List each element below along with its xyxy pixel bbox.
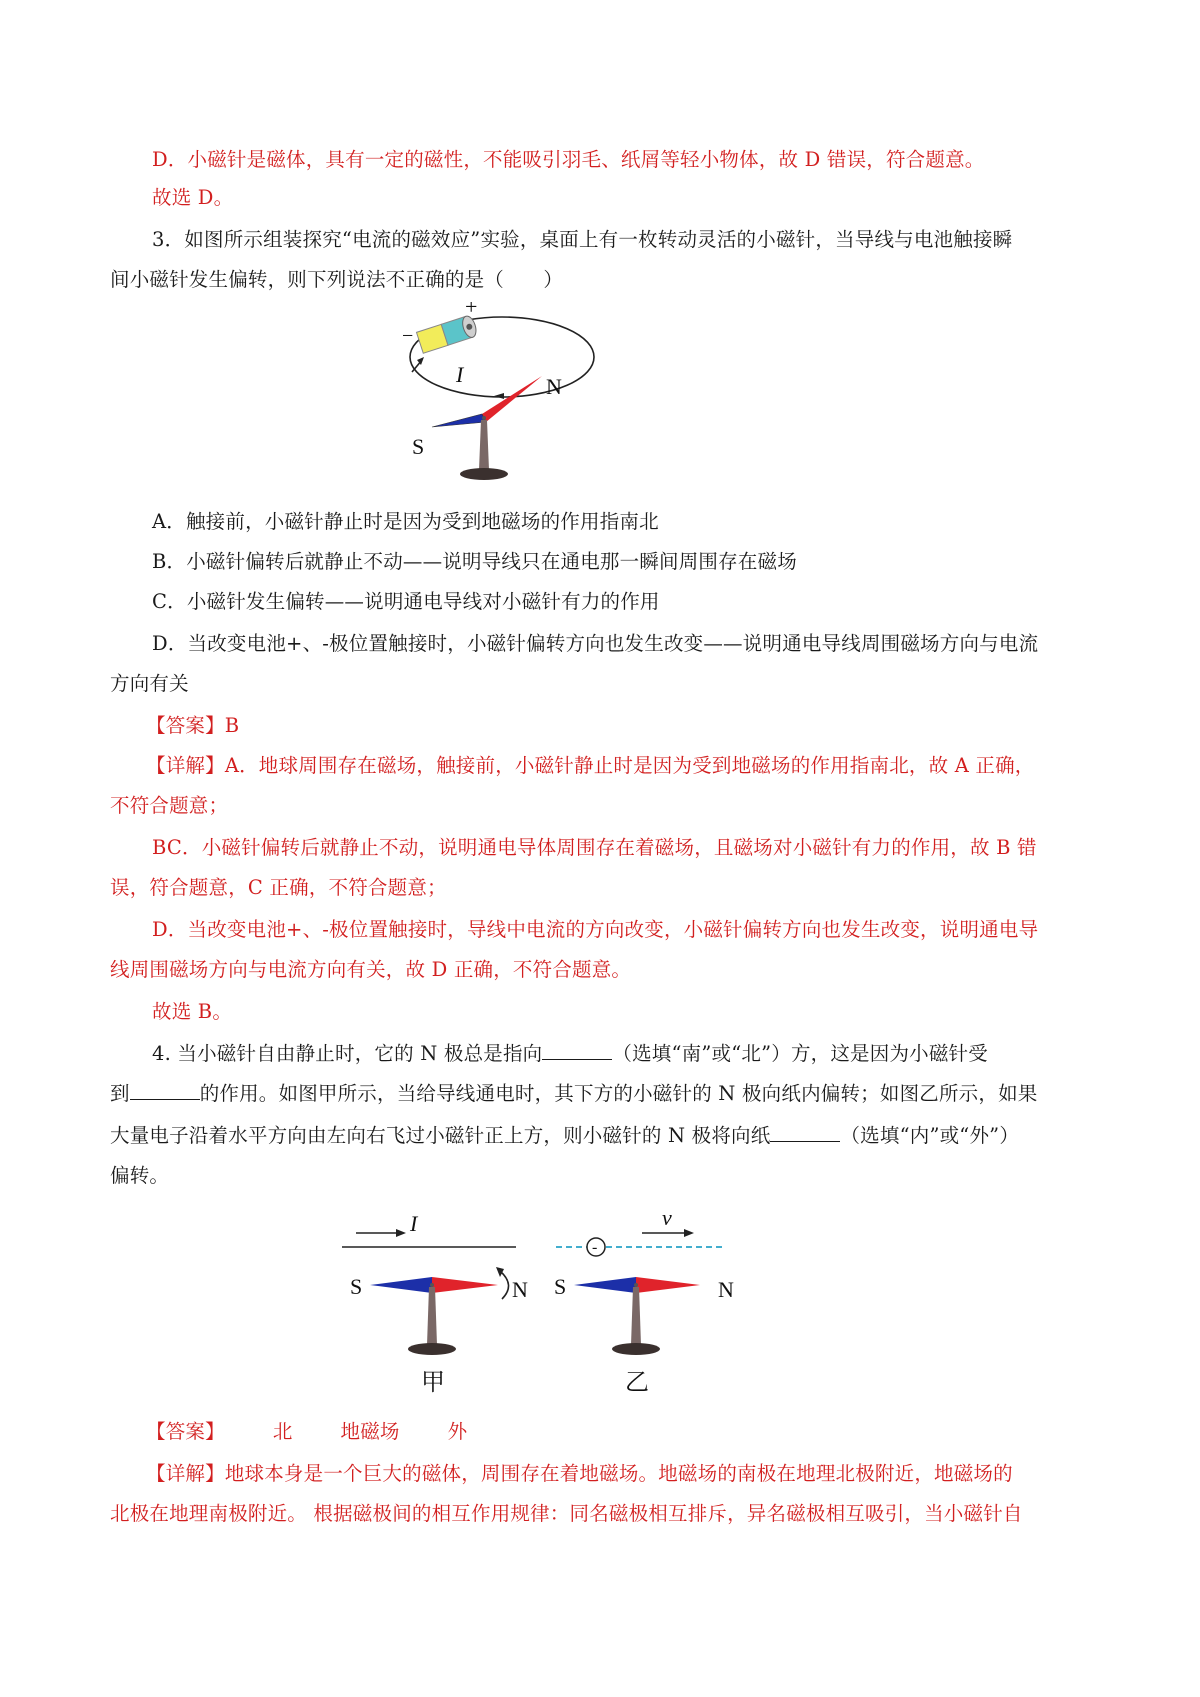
answer-blank-1 (542, 1041, 612, 1060)
caption-yi: 乙 (625, 1370, 649, 1396)
north-pole-label: N (512, 1277, 528, 1302)
needle-stand-post (479, 420, 489, 470)
answer-blank-3 (770, 1123, 840, 1142)
q3-detail-line-2: 不符合题意； (110, 794, 229, 817)
q3-detail-line-4: 误，符合题意，C 正确，不符合题意； (110, 876, 447, 899)
answer-1: 北 (272, 1420, 293, 1443)
q3-detail-line-1 (146, 752, 1034, 780)
q4-stem-line-2 (110, 1080, 1037, 1108)
current-label: I (410, 1215, 418, 1236)
south-pole-label: S (554, 1274, 567, 1299)
q3-option-b: B．小磁针偏转后就静止不动——说明导线只在通电那一瞬间周围存在磁场 (152, 550, 797, 573)
q4-text: 的作用。如图甲所示，当给导线通电时，其下方的小磁针的 N 极向纸内偏转；如图乙所示，如果 (199, 1082, 1038, 1105)
q3-stem-line-2: 间小磁针发生偏转，则下列说法不正确的是（ ） (110, 268, 564, 291)
q4-text: （选填“南”或“北”）方，这是因为小磁针受 (612, 1042, 988, 1065)
q4-text: 4. 当小磁针自由静止时，它的 N 极总是指向 (152, 1042, 543, 1065)
q4-text: （选填“内”或“外”） (840, 1124, 1020, 1147)
q3-detail-line-3: BC．小磁针偏转后就静止不动，说明通电导体周围存在着磁场，且磁场对小磁针有力的作用，故 B 错 (152, 836, 1037, 859)
battery-minus-label: − (402, 325, 414, 347)
q3-detail-line-6: 线周围磁场方向与电流方向有关，故 D 正确，不符合题意。 (110, 958, 632, 981)
q3-option-a: A．触接前，小磁针静止时是因为受到地磁场的作用指南北 (152, 510, 659, 533)
answer-blank-2 (130, 1081, 200, 1100)
rotation-arrow (500, 1271, 509, 1299)
current-label: I (456, 362, 464, 387)
loop-current-arrow (494, 393, 504, 399)
q4-figure-yi (550, 1215, 750, 1400)
q4-answer (146, 1418, 467, 1446)
prev-option-d-explanation: D．小磁针是磁体，具有一定的磁性，不能吸引羽毛、纸屑等轻小物体，故 D 错误，符合题意。 (152, 148, 985, 171)
answer-3: 外 (447, 1420, 468, 1443)
south-pole-label: S (350, 1274, 363, 1299)
q4-stem-line-4: 偏转。 (110, 1164, 170, 1187)
needle-stand-base (408, 1343, 456, 1355)
q3-figure-battery-needle (400, 302, 600, 502)
q4-detail-line-2: 北极在地理南极附近。 根据磁极间的相互作用规律：同名磁极相互排斥，异名磁极相互吸引，当小磁针自 (110, 1502, 1023, 1525)
q3-answer: 【答案】B (146, 714, 240, 737)
needle-stand-base (460, 468, 508, 480)
detail-tag: 【详解】 (146, 1462, 225, 1485)
north-pole-label: N (546, 374, 562, 399)
q4-text: 大量电子沿着水平方向由左向右飞过小磁针正上方，则小磁针的 N 极将向纸 (110, 1124, 771, 1147)
velocity-label: v (662, 1215, 672, 1230)
prev-choose-answer: 故选 D。 (152, 186, 234, 209)
answer-2: 地磁场 (340, 1420, 400, 1443)
q4-stem-line-1 (152, 1040, 988, 1068)
battery-icon (416, 314, 478, 353)
battery-plus-label: + (465, 302, 478, 319)
detail-text: A．地球周围存在磁场，触接前，小磁针静止时是因为受到地磁场的作用指南北，故 A 正确， (224, 754, 1035, 777)
q3-option-d-continued: 方向有关 (110, 672, 189, 695)
q4-detail-line-1 (146, 1460, 1013, 1488)
needle-stand-base (612, 1343, 660, 1355)
detail-text: 地球本身是一个巨大的磁体，周围存在着地磁场。地磁场的南极在地理北极附近，地磁场的 (224, 1462, 1013, 1485)
south-pole-label: S (412, 434, 425, 459)
needle-stand-post (631, 1287, 641, 1345)
caption-jia: 甲 (421, 1370, 445, 1396)
electron-sign: - (592, 1239, 598, 1256)
q3-detail-line-5: D．当改变电池+、-极位置触接时，导线中电流的方向改变，小磁针偏转方向也发生改变，说明通电导 (152, 918, 1039, 941)
needle-stand-post (427, 1287, 437, 1345)
q4-stem-line-3 (110, 1122, 1019, 1150)
answer-tag: 【答案】 (146, 1420, 225, 1443)
q4-figure-jia (340, 1215, 540, 1400)
q3-option-c: C．小磁针发生偏转——说明通电导线对小磁针有力的作用 (152, 590, 660, 613)
detail-tag: 【详解】 (146, 754, 225, 777)
q4-text: 到 (110, 1082, 130, 1105)
compass-needle (432, 376, 542, 427)
q3-choose-answer: 故选 B。 (152, 1000, 233, 1023)
q3-option-d: D．当改变电池+、-极位置触接时，小磁针偏转方向也发生改变——说明通电导线周围磁场方向与电流 (152, 632, 1039, 655)
q3-stem-line-1: 3．如图所示组装探究“电流的磁效应”实验，桌面上有一枚转动灵活的小磁针，当导线与电池触接瞬 (152, 228, 1013, 251)
north-pole-label: N (718, 1277, 734, 1302)
